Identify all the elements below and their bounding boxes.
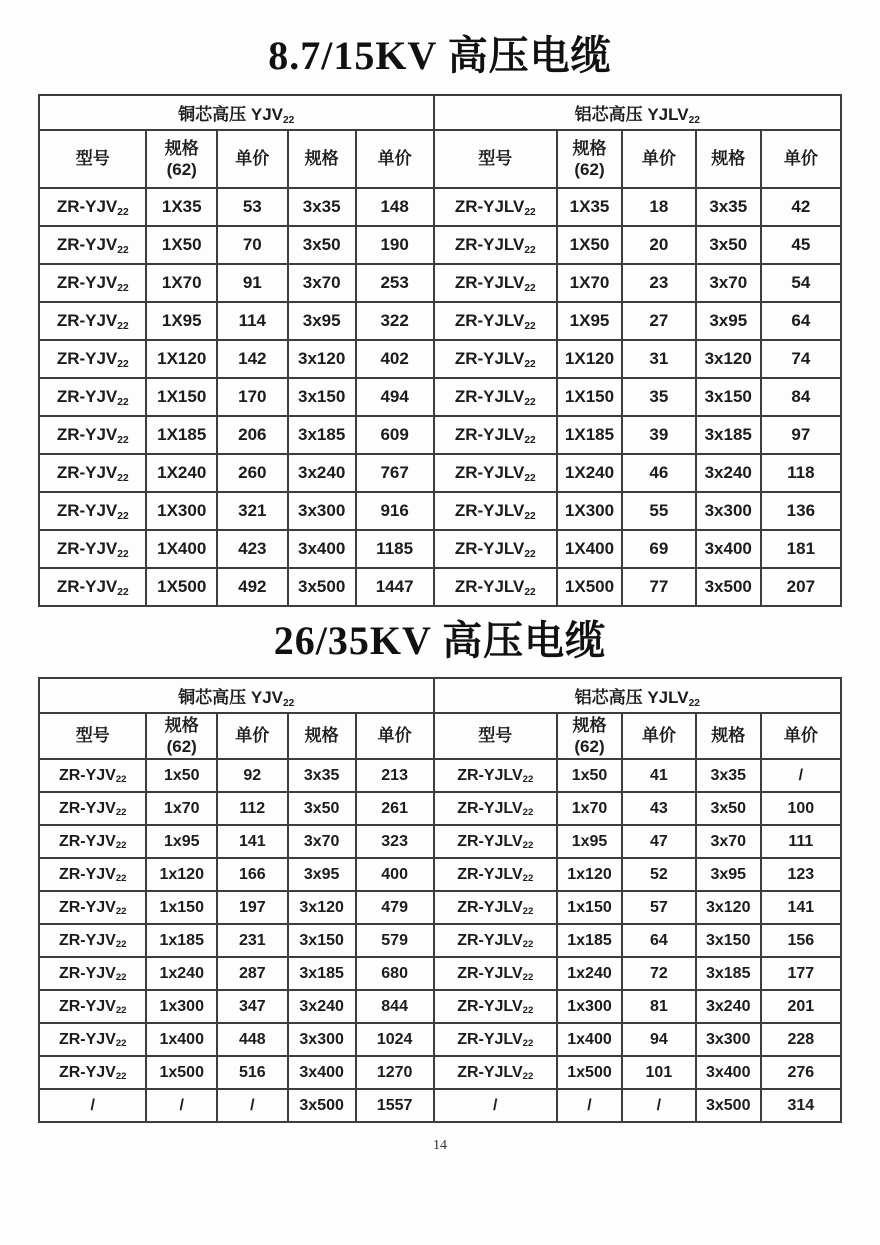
spec-cell: 3x95: [696, 858, 761, 891]
table-row: [39, 188, 841, 226]
price-cell: 402: [356, 340, 434, 378]
price-cell: 253: [356, 264, 434, 302]
column-header-spec: 规格: [696, 130, 761, 188]
model-cell: $ZR-YJV_{22}$: [39, 454, 146, 492]
price-cell: 197: [217, 891, 288, 924]
spec-cell: 1X95: [146, 302, 217, 340]
model-cell: $ZR-YJV_{22}$: [39, 416, 146, 454]
model-cell: $ZR-YJV_{22}$: [39, 957, 146, 990]
model-cell: $ZR-YJLV_{22}$: [434, 924, 558, 957]
price-cell: 31: [622, 340, 696, 378]
spec-cell: 3x95: [288, 302, 356, 340]
price-cell: 101: [622, 1056, 696, 1089]
spec-cell: 3x120: [288, 891, 356, 924]
table-row: [39, 264, 841, 302]
spec-cell: 1x50: [146, 759, 217, 792]
table-row: [39, 858, 841, 891]
price-cell: 207: [761, 568, 841, 606]
model-cell: $ZR-YJV_{22}$: [39, 825, 146, 858]
model-cell: $ZR-YJV_{22}$: [39, 858, 146, 891]
spec-cell: 1x70: [557, 792, 622, 825]
model-cell: $ZR-YJV_{22}$: [39, 759, 146, 792]
spec-cell: 3x50: [288, 226, 356, 264]
spec-cell: 3x300: [288, 1023, 356, 1056]
page-number: 14: [433, 1138, 447, 1153]
spec-cell: 3x70: [288, 825, 356, 858]
model-cell: $ZR-YJLV_{22}$: [434, 302, 558, 340]
model-cell: /: [39, 1089, 146, 1122]
model-cell: $ZR-YJLV_{22}$: [434, 858, 558, 891]
column-header-model: 型号: [434, 713, 558, 759]
spec-cell: 3x50: [288, 792, 356, 825]
price-cell: 47: [622, 825, 696, 858]
spec-cell: 3x70: [696, 825, 761, 858]
price-cell: 767: [356, 454, 434, 492]
spec-cell: 3x500: [288, 1089, 356, 1122]
model-cell: $ZR-YJLV_{22}$: [434, 1056, 558, 1089]
price-cell: 69: [622, 530, 696, 568]
spec-cell: 1x185: [146, 924, 217, 957]
model-cell: $ZR-YJLV_{22}$: [434, 759, 558, 792]
model-cell: $ZR-YJLV_{22}$: [434, 568, 558, 606]
table-row: [39, 1056, 841, 1089]
table-row: [39, 990, 841, 1023]
spec-cell: 3x35: [288, 188, 356, 226]
model-cell: $ZR-YJV_{22}$: [39, 302, 146, 340]
spec-cell: 3x240: [696, 990, 761, 1023]
model-cell: $ZR-YJV_{22}$: [39, 188, 146, 226]
price-cell: 206: [217, 416, 288, 454]
group-header-copper-core: 铜芯高压 $YJV_{22}$: [39, 678, 434, 713]
spec-cell: 1X400: [557, 530, 622, 568]
price-cell: 55: [622, 492, 696, 530]
model-cell: $ZR-YJV_{22}$: [39, 492, 146, 530]
table-row: [39, 792, 841, 825]
table-row: [39, 530, 841, 568]
price-cell: 1024: [356, 1023, 434, 1056]
model-cell: $ZR-YJLV_{22}$: [434, 1023, 558, 1056]
price-cell: /: [622, 1089, 696, 1122]
price-cell: 141: [217, 825, 288, 858]
table-row: [39, 891, 841, 924]
spec-cell: 3x240: [288, 990, 356, 1023]
price-cell: 20: [622, 226, 696, 264]
table-row: [39, 957, 841, 990]
price-cell: 42: [761, 188, 841, 226]
price-cell: 166: [217, 858, 288, 891]
table-row: [39, 1089, 841, 1122]
spec-cell: 3x400: [288, 530, 356, 568]
price-cell: 177: [761, 957, 841, 990]
table-row: [39, 378, 841, 416]
price-cell: 18: [622, 188, 696, 226]
price-cell: 494: [356, 378, 434, 416]
spec-cell: 1x95: [557, 825, 622, 858]
spec-cell: 1x400: [557, 1023, 622, 1056]
price-cell: 260: [217, 454, 288, 492]
spec-cell: 3x50: [696, 226, 761, 264]
spec-cell: 3x500: [288, 568, 356, 606]
spec-cell: 3x150: [288, 378, 356, 416]
model-cell: $ZR-YJLV_{22}$: [434, 825, 558, 858]
table-row: [39, 226, 841, 264]
price-cell: 400: [356, 858, 434, 891]
spec-cell: 1x240: [557, 957, 622, 990]
price-cell: 74: [761, 340, 841, 378]
spec-cell: 3x300: [696, 492, 761, 530]
spec-cell: 3x150: [696, 924, 761, 957]
model-cell: $ZR-YJLV_{22}$: [434, 264, 558, 302]
table-row: [39, 759, 841, 792]
price-cell: 231: [217, 924, 288, 957]
spec-cell: 1x185: [557, 924, 622, 957]
price-cell: 39: [622, 416, 696, 454]
spec-cell: 1X500: [557, 568, 622, 606]
price-cell: 181: [761, 530, 841, 568]
price-cell: 57: [622, 891, 696, 924]
price-cell: 54: [761, 264, 841, 302]
price-cell: 81: [622, 990, 696, 1023]
group-header-aluminum-core: 铝芯高压 $YJLV_{22}$: [434, 678, 841, 713]
spec-cell: 1X240: [146, 454, 217, 492]
price-cell: 64: [622, 924, 696, 957]
price-cell: 43: [622, 792, 696, 825]
model-cell: $ZR-YJV_{22}$: [39, 264, 146, 302]
price-cell: 916: [356, 492, 434, 530]
spec-cell: 3x400: [288, 1056, 356, 1089]
price-cell: 201: [761, 990, 841, 1023]
spec-cell: 3x240: [696, 454, 761, 492]
spec-cell: /: [146, 1089, 217, 1122]
column-header-model: 型号: [434, 130, 558, 188]
price-cell: 23: [622, 264, 696, 302]
model-cell: $ZR-YJV_{22}$: [39, 1023, 146, 1056]
table-row: [39, 340, 841, 378]
model-cell: $ZR-YJLV_{22}$: [434, 530, 558, 568]
spec-cell: 1X150: [146, 378, 217, 416]
column-header-price: 单价: [761, 713, 841, 759]
spec-cell: 3x120: [696, 891, 761, 924]
column-header-spec: 规格: [288, 130, 356, 188]
model-cell: $ZR-YJV_{22}$: [39, 340, 146, 378]
model-cell: $ZR-YJLV_{22}$: [434, 990, 558, 1023]
spec-cell: 1X50: [146, 226, 217, 264]
price-cell: 1185: [356, 530, 434, 568]
table-row: [39, 492, 841, 530]
column-header-spec: 规格: [696, 713, 761, 759]
spec-cell: 1x150: [557, 891, 622, 924]
model-cell: $ZR-YJLV_{22}$: [434, 454, 558, 492]
spec-cell: 1X120: [146, 340, 217, 378]
spec-cell: 1X70: [146, 264, 217, 302]
spec-cell: 1X35: [146, 188, 217, 226]
model-cell: $ZR-YJLV_{22}$: [434, 226, 558, 264]
price-cell: 77: [622, 568, 696, 606]
spec-cell: 3x300: [696, 1023, 761, 1056]
price-cell: 156: [761, 924, 841, 957]
section-title-8-7-15kv: 8.7/15KV 高压电缆: [268, 33, 612, 78]
spec-cell: 1X500: [146, 568, 217, 606]
price-cell: 844: [356, 990, 434, 1023]
spec-cell: 1X185: [146, 416, 217, 454]
spec-cell: 3x150: [288, 924, 356, 957]
column-header-price: 单价: [761, 130, 841, 188]
price-cell: 314: [761, 1089, 841, 1122]
column-header-model: 型号: [39, 130, 146, 188]
spec-cell: 3x35: [696, 759, 761, 792]
column-header-spec: 规格: [288, 713, 356, 759]
column-header-price: 单价: [356, 713, 434, 759]
price-cell: /: [761, 759, 841, 792]
spec-cell: 1X35: [557, 188, 622, 226]
model-cell: $ZR-YJLV_{22}$: [434, 957, 558, 990]
price-table-8-7-15kv: [38, 94, 842, 607]
model-cell: $ZR-YJV_{22}$: [39, 891, 146, 924]
column-header-spec: 规格 (62): [146, 713, 217, 759]
price-cell: 35: [622, 378, 696, 416]
spec-cell: 3x185: [696, 957, 761, 990]
column-header-price: 单价: [622, 713, 696, 759]
spec-cell: 3x500: [696, 568, 761, 606]
spec-cell: 3x400: [696, 1056, 761, 1089]
spec-cell: 1x500: [557, 1056, 622, 1089]
price-cell: 423: [217, 530, 288, 568]
model-cell: $ZR-YJV_{22}$: [39, 1056, 146, 1089]
price-cell: 287: [217, 957, 288, 990]
price-cell: 64: [761, 302, 841, 340]
model-cell: $ZR-YJLV_{22}$: [434, 792, 558, 825]
price-cell: 91: [217, 264, 288, 302]
price-cell: 579: [356, 924, 434, 957]
spec-cell: 3x185: [288, 957, 356, 990]
model-cell: $ZR-YJLV_{22}$: [434, 891, 558, 924]
spec-cell: 1X300: [146, 492, 217, 530]
spec-cell: 1X240: [557, 454, 622, 492]
spec-cell: 3x95: [288, 858, 356, 891]
model-cell: $ZR-YJLV_{22}$: [434, 378, 558, 416]
price-cell: 123: [761, 858, 841, 891]
price-cell: 46: [622, 454, 696, 492]
model-cell: $ZR-YJV_{22}$: [39, 530, 146, 568]
price-cell: 321: [217, 492, 288, 530]
price-cell: 1270: [356, 1056, 434, 1089]
section-title-26-35kv: 26/35KV 高压电缆: [273, 618, 607, 663]
price-cell: 92: [217, 759, 288, 792]
price-cell: 479: [356, 891, 434, 924]
spec-cell: 3x500: [696, 1089, 761, 1122]
price-cell: 322: [356, 302, 434, 340]
column-header-spec: 规格 (62): [557, 713, 622, 759]
spec-cell: 1x150: [146, 891, 217, 924]
spec-cell: 3x70: [288, 264, 356, 302]
spec-cell: 1X185: [557, 416, 622, 454]
column-header-price: 单价: [217, 130, 288, 188]
spec-cell: 1x400: [146, 1023, 217, 1056]
group-header-aluminum-core: 铝芯高压 $YJLV_{22}$: [434, 95, 841, 130]
spec-cell: /: [557, 1089, 622, 1122]
price-cell: 111: [761, 825, 841, 858]
table-row: [39, 825, 841, 858]
price-cell: 45: [761, 226, 841, 264]
column-header-price: 单价: [217, 713, 288, 759]
spec-cell: 3x120: [288, 340, 356, 378]
spec-cell: 3x70: [696, 264, 761, 302]
spec-cell: 1x240: [146, 957, 217, 990]
price-cell: 72: [622, 957, 696, 990]
price-cell: 492: [217, 568, 288, 606]
price-cell: 1557: [356, 1089, 434, 1122]
model-cell: $ZR-YJV_{22}$: [39, 990, 146, 1023]
spec-cell: 1x70: [146, 792, 217, 825]
model-cell: $ZR-YJV_{22}$: [39, 924, 146, 957]
spec-cell: 1X95: [557, 302, 622, 340]
price-cell: 276: [761, 1056, 841, 1089]
spec-cell: 1X50: [557, 226, 622, 264]
spec-cell: 3x240: [288, 454, 356, 492]
price-cell: 112: [217, 792, 288, 825]
price-cell: 261: [356, 792, 434, 825]
column-header-price: 单价: [356, 130, 434, 188]
price-cell: 41: [622, 759, 696, 792]
model-cell: $ZR-YJV_{22}$: [39, 792, 146, 825]
price-cell: 516: [217, 1056, 288, 1089]
table-row: [39, 454, 841, 492]
table-row: [39, 416, 841, 454]
spec-cell: 1x120: [146, 858, 217, 891]
price-cell: 52: [622, 858, 696, 891]
model-cell: $ZR-YJV_{22}$: [39, 568, 146, 606]
spec-cell: 1X120: [557, 340, 622, 378]
model-cell: /: [434, 1089, 558, 1122]
spec-cell: 3x185: [288, 416, 356, 454]
price-cell: 148: [356, 188, 434, 226]
spec-cell: 1x50: [557, 759, 622, 792]
model-cell: $ZR-YJLV_{22}$: [434, 492, 558, 530]
spec-cell: 3x120: [696, 340, 761, 378]
column-header-price: 单价: [622, 130, 696, 188]
table-row: [39, 568, 841, 606]
spec-cell: 3x35: [288, 759, 356, 792]
price-cell: /: [217, 1089, 288, 1122]
spec-cell: 1X70: [557, 264, 622, 302]
price-cell: 84: [761, 378, 841, 416]
table-row: [39, 1023, 841, 1056]
price-cell: 448: [217, 1023, 288, 1056]
price-cell: 27: [622, 302, 696, 340]
price-cell: 94: [622, 1023, 696, 1056]
price-cell: 97: [761, 416, 841, 454]
spec-cell: 3x50: [696, 792, 761, 825]
spec-cell: 1X150: [557, 378, 622, 416]
table-row: [39, 302, 841, 340]
price-cell: 680: [356, 957, 434, 990]
price-table-26-35kv: [38, 677, 842, 1123]
price-cell: 228: [761, 1023, 841, 1056]
column-header-spec: 规格 (62): [557, 130, 622, 188]
model-cell: $ZR-YJLV_{22}$: [434, 340, 558, 378]
spec-cell: 3x300: [288, 492, 356, 530]
price-cell: 114: [217, 302, 288, 340]
price-cell: 118: [761, 454, 841, 492]
spec-cell: 1x120: [557, 858, 622, 891]
model-cell: $ZR-YJLV_{22}$: [434, 416, 558, 454]
price-cell: 609: [356, 416, 434, 454]
column-header-model: 型号: [39, 713, 146, 759]
spec-cell: 3x150: [696, 378, 761, 416]
model-cell: $ZR-YJLV_{22}$: [434, 188, 558, 226]
spec-cell: 1X300: [557, 492, 622, 530]
column-header-spec: 规格 (62): [146, 130, 217, 188]
price-cell: 142: [217, 340, 288, 378]
group-header-copper-core: 铜芯高压 $YJV_{22}$: [39, 95, 434, 130]
price-cell: 347: [217, 990, 288, 1023]
price-cell: 170: [217, 378, 288, 416]
price-cell: 1447: [356, 568, 434, 606]
model-cell: $ZR-YJV_{22}$: [39, 226, 146, 264]
price-cell: 213: [356, 759, 434, 792]
spec-cell: 1x300: [146, 990, 217, 1023]
spec-cell: 3x400: [696, 530, 761, 568]
price-cell: 100: [761, 792, 841, 825]
price-cell: 70: [217, 226, 288, 264]
spec-cell: 3x95: [696, 302, 761, 340]
spec-cell: 3x185: [696, 416, 761, 454]
price-cell: 53: [217, 188, 288, 226]
price-cell: 190: [356, 226, 434, 264]
price-cell: 136: [761, 492, 841, 530]
spec-cell: 1x300: [557, 990, 622, 1023]
model-cell: $ZR-YJV_{22}$: [39, 378, 146, 416]
price-cell: 323: [356, 825, 434, 858]
spec-cell: 1X400: [146, 530, 217, 568]
price-cell: 141: [761, 891, 841, 924]
table-row: [39, 924, 841, 957]
spec-cell: 1x95: [146, 825, 217, 858]
spec-cell: 3x35: [696, 188, 761, 226]
spec-cell: 1x500: [146, 1056, 217, 1089]
